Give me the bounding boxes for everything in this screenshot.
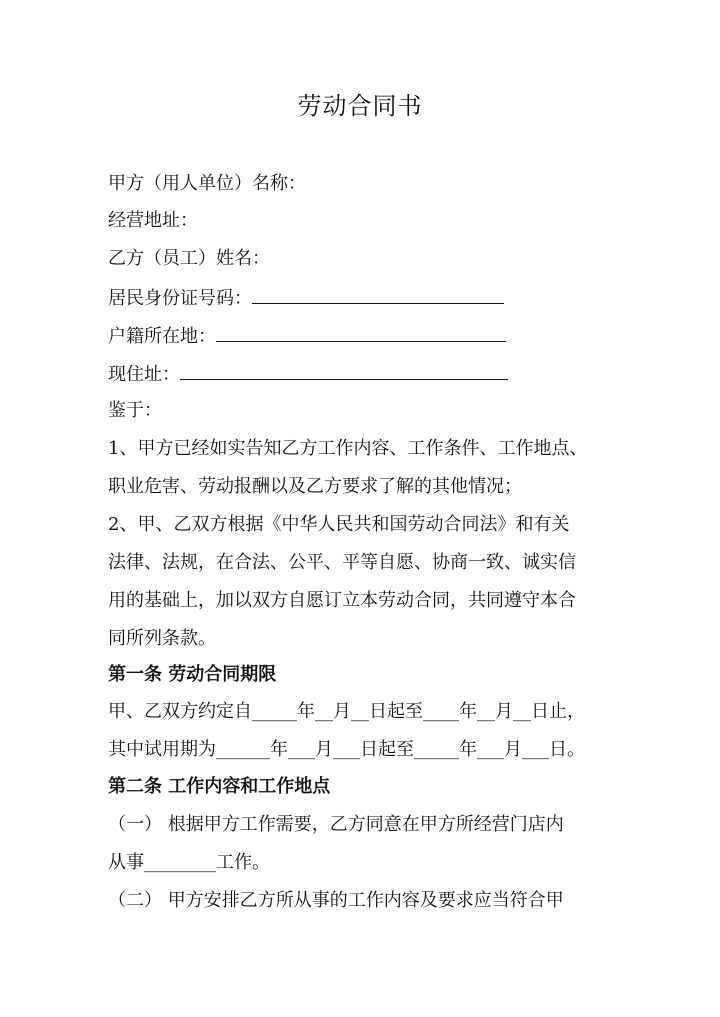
recital-1-line-2: 职业危害、劳动报酬以及乙方要求了解的其他情况；: [108, 476, 522, 497]
id-number-line: [108, 284, 504, 312]
household-registration-blank[interactable]: [216, 322, 506, 342]
article-2-clause-2-line-1: （二） 甲方安排乙方所从事的工作内容及要求应当符合甲: [108, 890, 564, 911]
current-address-blank[interactable]: [180, 360, 508, 380]
id-number-label: 居民身份证号码：: [108, 288, 252, 309]
article-1-heading: 第一条 劳动合同期限: [108, 664, 277, 685]
current-address-line: [108, 360, 508, 388]
article-2-heading: 第二条 工作内容和工作地点: [108, 776, 331, 797]
recital-2-line-3: 用的基础上，加以双方自愿订立本劳动合同，共同遵守本合: [108, 590, 576, 611]
recital-1-line-1: 1、甲方已经如实告知乙方工作内容、工作条件、工作地点、: [108, 438, 588, 459]
party-a-name-line: 甲方（用人单位）名称：: [108, 173, 306, 194]
id-number-blank[interactable]: [252, 284, 504, 304]
recital-2-line-4: 同所列条款。: [108, 628, 216, 649]
article-1-probation-line: 其中试用期为______年___月___日起至_____年___月___日。: [108, 739, 585, 760]
current-address-label: 现住址：: [108, 364, 180, 385]
household-registration-label: 户籍所在地：: [108, 326, 216, 347]
document-title: 劳动合同书: [297, 92, 423, 120]
whereas-line: 鉴于：: [108, 400, 162, 421]
party-b-name-line: 乙方（员工）姓名：: [108, 248, 270, 269]
recital-2-line-2: 法律、法规，在合法、公平、平等自愿、协商一致、诚实信: [108, 552, 576, 573]
article-2-clause-1-line-1: （一） 根据甲方工作需要，乙方同意在甲方所经营门店内: [108, 814, 564, 835]
article-1-term-line: 甲、乙双方约定自_____年__月__日起至____年__月__日止，: [108, 701, 585, 722]
business-address-line: 经营地址：: [108, 210, 198, 231]
article-2-clause-1-line-2: 从事________工作。: [108, 852, 270, 873]
recital-2-line-1: 2、甲、乙双方根据《中华人民共和国劳动合同法》和有关: [108, 514, 570, 535]
household-registration-line: [108, 322, 506, 350]
